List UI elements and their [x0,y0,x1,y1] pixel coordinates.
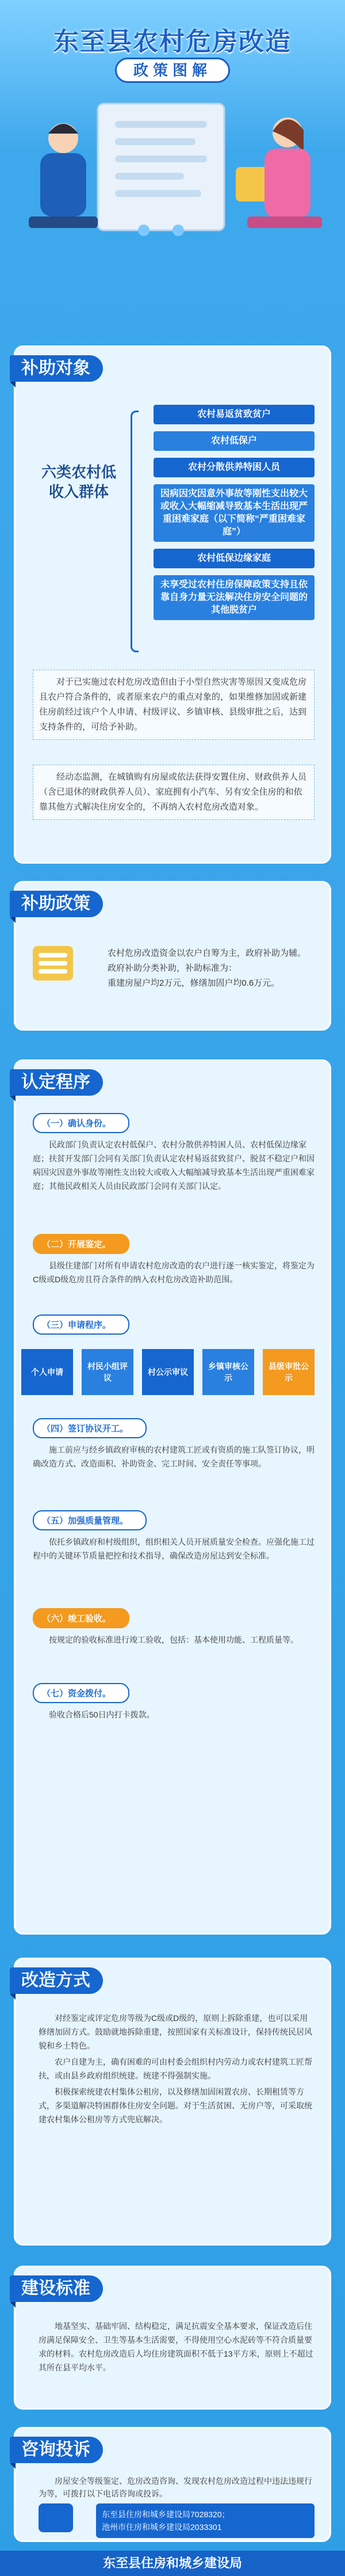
consultation-paragraph: 房屋安全等级鉴定、危房改造咨询、发现农村危房改造过程中违法违规行为等，可拨打以下电话咨询或投诉。 [39,2476,312,2498]
procedure-step [33,1510,315,1563]
contact-line: 池州市住房和城乡建设局2033301 [102,2522,222,2532]
step-heading: （五）加强质量管理。 [33,1510,147,1530]
section-beneficiaries [14,345,331,864]
subtitle-badge [115,58,230,83]
step-body: 依托乡镇政府和村级组织，组织相关人员开展质量安全检查。应强化施工过程中的关键环节质量把控和技术指导，确保改造房屋达到安全标准。 [33,1537,315,1560]
section-tag: 改造方式 [10,1967,103,1994]
section-tag: 认定程序 [10,1069,103,1096]
header [0,0,345,345]
section-tag: 补助政策 [10,891,103,917]
group-item: 因病因灾因意外事故等刚性支出较大或收入大幅缩减导致基本生活出现严重困难家庭（以下简称“严重困难家庭”） [154,484,315,542]
application-flow [21,1343,326,1401]
procedure-step [33,1418,315,1471]
bracket-decoration [131,411,139,652]
section-construction-standard [14,2266,331,2410]
methods-paragraph: 积极探索统建农村集体公租房，以及修缮加固闲置农房、长期租赁等方式，多渠道解决特困群体住房安全问题。对于生活贫困、无房户等，可采取统建农村集体公租房等方式兜底解决。 [39,2087,312,2124]
step-heading: （一）确认身份。 [33,1113,129,1133]
group-item: 农村低保边缘家庭 [154,549,315,568]
procedure-step [33,1113,315,1193]
flow-step: 县级审批公示 [263,1349,315,1395]
footer: 东至县住房和城乡建设局 [0,2551,345,2576]
step-body: 验收合格后50日内打卡拨款。 [49,1710,155,1719]
step-body: 民政部门负责认定农村低保户、农村分散供养特困人员、农村低保边缘家庭；扶贫开发部门会同有关部门负责认定农村易返贫致贫户、脱贫不稳定户和因病因灾因意外事故等刚性支出较大或收入大幅缩减导致基本生活出现严重困难家庭；其他民政相关人员由民政部门会同有关部门认定。 [33,1140,315,1191]
page-subtitle: 政策图解 [133,62,212,79]
group-item: 农村低保户 [154,431,315,451]
contact-line: 东至县住房和城乡建设局7028320； [102,2510,230,2519]
procedure-step [33,1683,315,1722]
note-box [33,670,315,740]
group-item: 农村分散供养特困人员 [154,458,315,477]
flow-step: 村公示审议 [142,1349,194,1395]
procedure-step [33,1234,315,1286]
step-heading: （四）签订协议开工。 [33,1418,147,1438]
standard-paragraph: 地基坚实、基础牢固、结构稳定，满足抗震安全基本要求，保证改造后住房满足保障安全、卫生等基本生活需要，不得使用空心水泥砖等不符合质量要求的材料。农村危房改造后人均住房建筑面积不低于13平方米，原则上不超过其所在县平均水平。 [39,2322,313,2372]
policy-paragraph: 重建房屋户均2万元，修缮加固户均0.6万元。 [108,978,280,988]
methods-text [39,2011,315,2129]
section1-paragraph: 对于已实施过农村危房改造但由于小型自然灾害等原因又变成危房且农户符合条件的，或者原来农户的重点对象的，如果维修加固或新建住房前经过该户个人申请、村级评议、乡镇审核、县级审批之后，达到支持条件的，可给予补助。 [39,677,307,732]
flow-step: 乡镇审核公示 [202,1349,254,1395]
contact-box [96,2503,315,2538]
group-item: 农村易返贫致贫户 [154,405,315,424]
step-heading: （七）资金拨付。 [33,1683,129,1703]
group-item: 未享受过农村住房保障政策支持且依靠自身力量无法解决住房安全问题的其他脱贫户 [154,575,315,620]
section-renovation-methods [14,1958,331,2246]
step-body: 按规定的验收标准进行竣工验收，包括：基本使用功能、工程质量等。 [49,1635,298,1644]
section-tag: 补助对象 [10,355,103,382]
section-consultation [14,2427,331,2542]
header-illustration [17,98,328,248]
phone-icon [39,2503,73,2532]
document-icon [33,946,73,981]
note-box [33,765,315,820]
policy-paragraph: 政府补助分类补助，补助标准为： [108,963,237,973]
section-procedure [14,1059,331,1935]
step-heading: （三）申请程序。 [33,1314,129,1335]
section-tag: 建设标准 [10,2275,103,2302]
section-tag: 咨询投诉 [10,2437,103,2463]
methods-paragraph: 农户自建为主，确有困难的可由村委会组织村内劳动力或农村建筑工匠帮扶，或由县乡政府组织统建。统建不得强制实施。 [39,2057,312,2080]
flow-step: 个人申请 [21,1349,73,1395]
policy-text [85,940,320,997]
step-body: 县级住建部门对所有申请农村危房改造的农户进行逐一核实鉴定，将鉴定为C级或D级危房且符合条件的纳入农村危房改造补助范围。 [33,1261,315,1284]
group-label: 六类农村低收入群体 [41,463,116,500]
methods-paragraph: 对经鉴定或评定危房等级为C级或D级的，原则上拆除重建，也可以采用修缮加固方式。鼓励就地拆除重建，按照国家有关标准设计，保持传统民居风貌和乡土特色。 [39,2013,312,2050]
flow-step: 村民小组评议 [82,1349,133,1395]
section1-paragraph: 经动态监测，在城镇购有房屋或依法获得安置住房、财政供养人员（含已退休的财政供养人员）、家庭拥有小汽车、另有安全住房的和依靠其他方式解决住房安全的，不再纳入农村危房改造对象。 [39,772,307,812]
procedure-step [33,1608,315,1647]
step-heading: （六）竣工验收。 [33,1608,129,1628]
policy-paragraph: 农村危房改造资金以农户自筹为主，政府补助为辅。 [108,948,306,958]
step-body: 施工前应与经乡镇政府审核的农村建筑工匠或有资质的施工队签订协议，明确改造方式、改造面积、补助资金、完工时间、安全责任等事项。 [33,1445,315,1468]
procedure-step [33,1314,315,1335]
section-subsidy-policy [14,881,331,1031]
page-title: 东至县农村危房改造 [53,28,292,56]
step-heading: （二）开展鉴定。 [33,1234,129,1254]
group-list [154,405,315,627]
